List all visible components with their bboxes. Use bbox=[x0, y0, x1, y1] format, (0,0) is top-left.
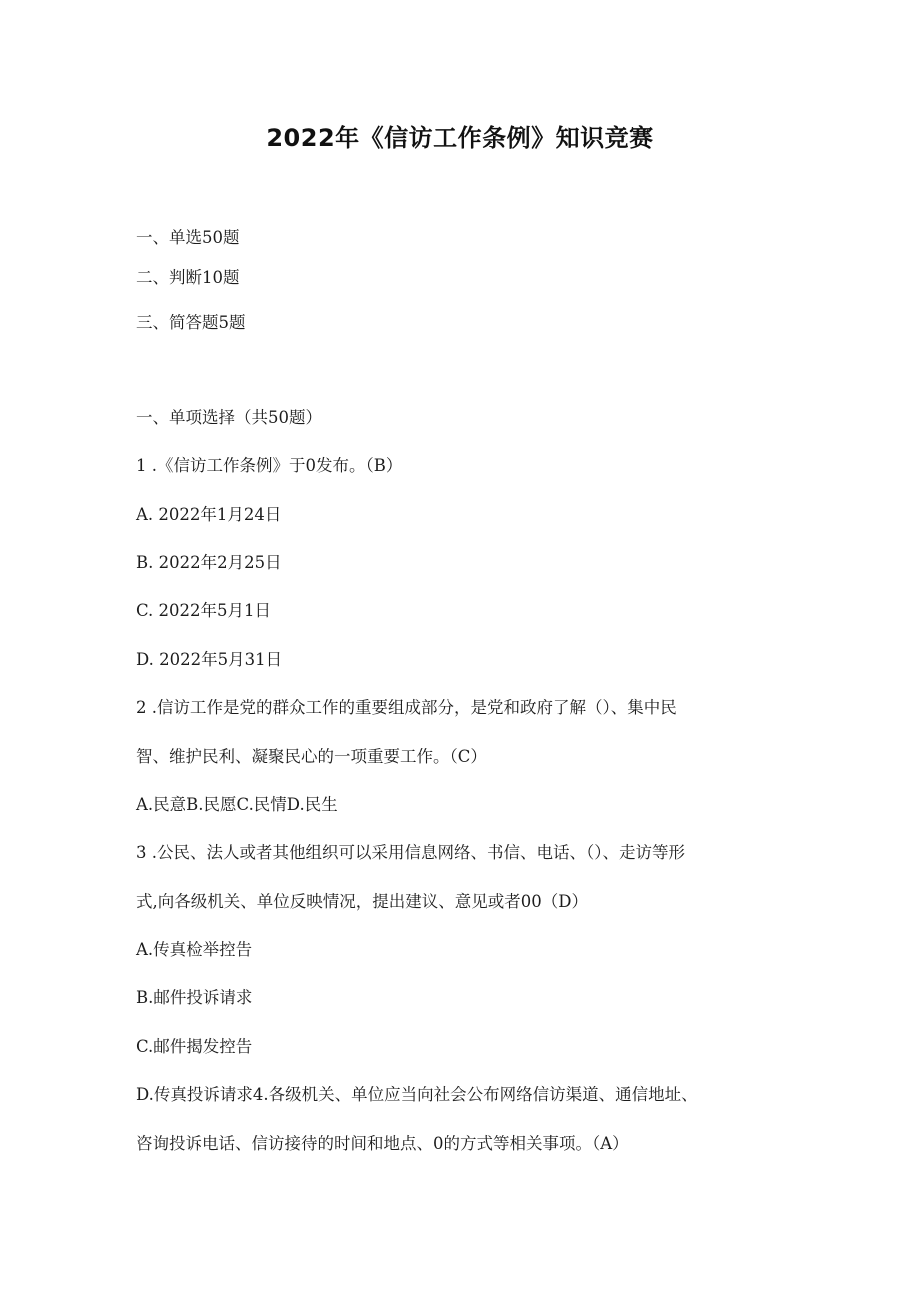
section-heading: 一、单项选择（共50题） bbox=[136, 408, 322, 427]
question-4-continued: 咨询投诉电话、信访接待的时间和地点、0的方式等相关事项。（A） bbox=[136, 1134, 629, 1153]
question-1: 1 .《信访工作条例》于0发布。（B） bbox=[136, 456, 403, 475]
option-line-and-question-4: D.传真投诉请求4.各级机关、单位应当向社会公布网络信访渠道、通信地址、 bbox=[136, 1085, 698, 1104]
document-title: 2022年《信访工作条例》知识竞赛 bbox=[266, 124, 654, 152]
option-line: B.邮件投诉请求 bbox=[136, 988, 253, 1007]
option-line: A. 2022年1月24日 bbox=[136, 505, 282, 524]
question-3-continued: 式,向各级机关、单位反映情况，提出建议、意见或者00（D） bbox=[136, 892, 588, 911]
outline-item: 一、单选50题 bbox=[136, 228, 240, 247]
outline-item: 二、判断10题 bbox=[136, 268, 240, 287]
question-3: 3 .公民、法人或者其他组织可以采用信息网络、书信、电话、（）、走访等形 bbox=[136, 843, 685, 862]
question-2-continued: 智、维护民利、凝聚民心的一项重要工作。（C） bbox=[136, 747, 487, 766]
outline-item: 三、简答题5题 bbox=[136, 313, 246, 332]
option-line: C.邮件揭发控告 bbox=[136, 1037, 253, 1056]
option-line: A.传真检举控告 bbox=[136, 940, 253, 959]
question-2: 2 .信访工作是党的群众工作的重要组成部分，是党和政府了解（）、集中民 bbox=[136, 698, 677, 717]
option-line: B. 2022年2月25日 bbox=[136, 553, 282, 572]
option-line: D. 2022年5月31日 bbox=[136, 650, 283, 669]
option-line: A.民意B.民愿C.民情D.民生 bbox=[136, 795, 338, 814]
option-line: C. 2022年5月1日 bbox=[136, 601, 272, 620]
